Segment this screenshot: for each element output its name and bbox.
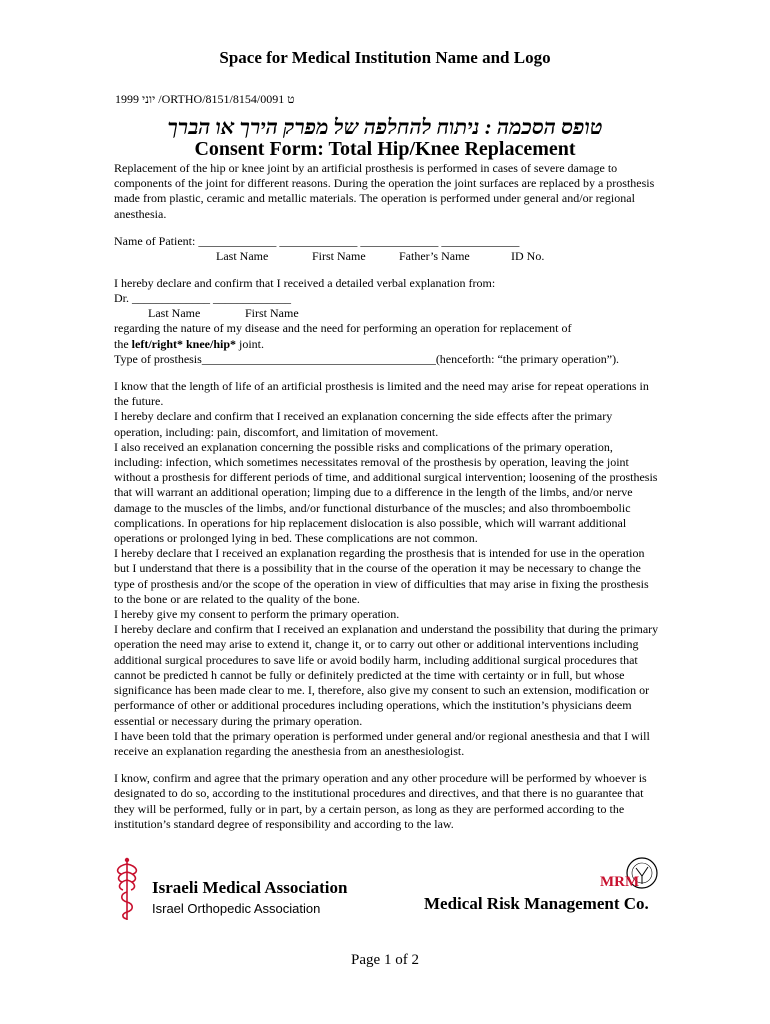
doctor-field-labels [114, 306, 659, 321]
disease-nature-line: regarding the nature of my disease and the need for performing an operation for replacement of [114, 321, 572, 336]
mrm-name: Medical Risk Management Co. [424, 894, 649, 913]
doctor-name-blanks[interactable]: Dr. _____________ _____________ [114, 291, 291, 306]
patient-name-blanks[interactable]: _____________ _____________ _____________ _____________ [198, 233, 520, 248]
mrm-footer [420, 856, 660, 926]
mrm-logo-icon [598, 856, 660, 892]
ima-footer [112, 856, 372, 926]
page-title: Consent Form: Total Hip/Knee Replacement [194, 138, 576, 160]
patient-name-label: Name of Patient: [114, 233, 196, 248]
paragraph-side-effects: I hereby declare and confirm that I received an explanation concerning the side effects after the primary operation, including: pain, discomfort, and limitation of movement. [114, 409, 613, 439]
patient-id-label: ID No. [511, 249, 545, 264]
paragraph-risks: I also received an explanation concerning the possible risks and complications of the primary operation, including: infection, which sometimes necessitates removal of the prosthesis by operation, leaving the joint without a prosthesis for different periods of time, and additional surgical intervention; loosening of the prosthesis that will warrant an additional operation; limping due to a difference in the length of the limbs, and/or nerve damage to the muscles of the limbs, and/or functional disturbance of the muscles; and also thromboembolic complications. In operations for hip replacement dislocation is also possible, which will warrant additional operations or prolonged lying in bed. These complications are not common. [114, 439, 658, 546]
patient-father-name-label: Father’s Name [399, 249, 470, 264]
patient-first-name-label: First Name [312, 249, 366, 264]
joint-selection-line [114, 337, 659, 352]
joint-suffix: joint. [236, 336, 265, 351]
form-body [114, 161, 659, 832]
prosthesis-type-line[interactable]: Type of prosthesis_______________________________________(henceforth: “the primary operation”). [114, 351, 620, 366]
patient-last-name-label: Last Name [216, 249, 269, 264]
doctor-last-name-label: Last Name [148, 306, 201, 321]
joint-choice[interactable]: left/right* knee/hip* [131, 336, 237, 351]
mrm-logo-text: MRM [600, 874, 640, 890]
joint-prefix: the [114, 336, 132, 351]
paragraph-prosthesis-change: I hereby declare that I received an explanation regarding the prosthesis that is intended for use in the operation but I understand that there is a possibility that in the course of the operation it may be necessary to change the type of prosthesis and/or the scope of the operation in view of difficulties that may arise in fixing the prosthesis to the bone or are related to the quality of the bone. [114, 546, 649, 606]
institution-placeholder: Space for Medical Institution Name and Logo [219, 48, 551, 67]
ima-name: Israeli Medical Association [152, 878, 348, 897]
paragraph-extension: I hereby declare and confirm that I received an explanation and understand the possibility that during the primary operation the need may arise to extend it, change it, or to carry out other or additional interventions including additional surgical procedures to save life or avoid bodily harm, including additional surgical procedures that cannot be predicted h cannot be fully or definitely predicted at the time with certainty or in full, but whose significance has been made clear to me. I, therefore, also give my consent to such an extension, modification or performance of other or additional procedures including operations, which the institution’s physicians deem essential or necessary during the primary operation. [114, 622, 659, 728]
paragraph-anesthesia: I have been told that the primary operation is performed under general and/or regional anesthesia and that I will receive an explanation regarding the anesthesia from an anesthesiologist. [114, 728, 650, 758]
paragraph-final: I know, confirm and agree that the primary operation and any other procedure will be performed by whoever is designated to do so, according to the institutional procedures and directives, and that there is no guarantee that they will be performed, fully or in part, by a certain person, as long as they are performed according to the institution’s standard degree of responsibility and according to the law. [114, 771, 647, 831]
paragraph-prosthesis-life: I know that the length of life of an artificial prosthesis is limited and the need may arise for repeat operations in the future. [114, 379, 649, 409]
intro-paragraph: Replacement of the hip or knee joint by an artificial prosthesis is performed in cases of severe damage to components of the joint for different reasons. During the operation the joint surfaces are replaced by a prosthesis made from plastic, ceramic and metallic materials. The operation is performed under general and/or regional anesthesia. [114, 161, 655, 221]
hebrew-title: טופס הסכמה : ניתוח להחלפה של מפרק הירך או הברך [167, 115, 603, 139]
form-code: 1999 יוני /ORTHO/8151/8154/0091 ט [115, 92, 295, 106]
ioa-name: Israel Orthopedic Association [152, 901, 321, 916]
patient-name-line [114, 234, 659, 249]
doctor-first-name-label: First Name [245, 306, 299, 321]
patient-field-labels [114, 249, 659, 264]
doctor-declaration: I hereby declare and confirm that I received a detailed verbal explanation from: [114, 276, 496, 291]
ima-logo-icon [112, 856, 142, 922]
page-number: Page 1 of 2 [351, 952, 419, 968]
paragraph-consent: I hereby give my consent to perform the primary operation. [114, 607, 400, 622]
